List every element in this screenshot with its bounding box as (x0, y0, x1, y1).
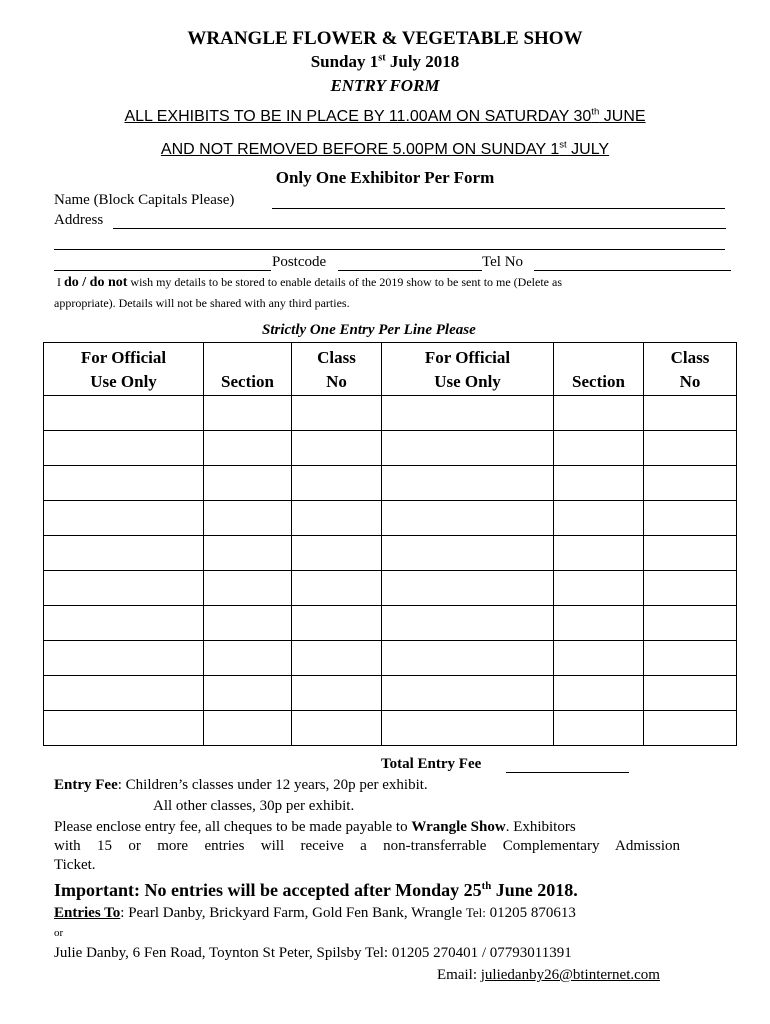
address-input-line-1[interactable] (113, 228, 726, 229)
entry-cell[interactable] (44, 396, 204, 431)
table-row (44, 536, 737, 571)
entry-fee-line-1: Entry Fee: Children’s classes under 12 years, 20p per exhibit. (54, 777, 428, 793)
table-row (44, 396, 737, 431)
table-row (44, 641, 737, 676)
entry-cell[interactable] (204, 466, 292, 501)
entry-cell[interactable] (554, 501, 644, 536)
entries-table (43, 342, 737, 746)
entry-cell[interactable] (292, 396, 382, 431)
entry-cell[interactable] (382, 466, 554, 501)
name-label: Name (Block Capitals Please) (54, 192, 235, 208)
enclose-line-1: Please enclose entry fee, all cheques to be made payable to Wrangle Show. Exhibitors (54, 819, 576, 835)
show-date: Sunday 1st July 2018 (310, 52, 460, 71)
entry-cell[interactable] (44, 641, 204, 676)
entry-cell[interactable] (554, 396, 644, 431)
entry-cell[interactable] (292, 676, 382, 711)
entry-cell[interactable] (204, 606, 292, 641)
total-entry-fee-input-line[interactable] (506, 772, 629, 773)
entry-cell[interactable] (44, 606, 204, 641)
entry-cell[interactable] (554, 711, 644, 746)
julie-contact-line: Julie Danby, 6 Fen Road, Toynton St Peter, Spilsby Tel: 01205 270401 / 07793011391 (54, 945, 572, 961)
form-title: ENTRY FORM (330, 76, 440, 95)
consent-line-1: I do / do not wish my details to be stored to enable details of the 2019 show to be sent to me (Delete as (57, 275, 562, 290)
entry-cell[interactable] (644, 676, 737, 711)
entry-cell[interactable] (382, 676, 554, 711)
entry-cell[interactable] (44, 711, 204, 746)
entry-cell[interactable] (644, 466, 737, 501)
entry-cell[interactable] (292, 571, 382, 606)
entry-cell[interactable] (204, 571, 292, 606)
table-caption: Strictly One Entry Per Line Please (262, 322, 476, 338)
entry-cell[interactable] (204, 711, 292, 746)
email-link[interactable]: juliedanby26@btinternet.com (480, 967, 660, 983)
email-line: Email: juliedanby26@btinternet.com (437, 967, 660, 983)
important-deadline: Important: No entries will be accepted after Monday 25th June 2018. (54, 880, 578, 900)
address-label: Address (54, 212, 104, 228)
entry-cell[interactable] (292, 466, 382, 501)
total-entry-fee-label: Total Entry Fee (381, 756, 482, 772)
entry-cell[interactable] (382, 711, 554, 746)
enclose-line-2: with 15 or more entries will receive a non-transferrable Complementary Admission (54, 838, 680, 854)
entry-cell[interactable] (554, 466, 644, 501)
entry-cell[interactable] (44, 536, 204, 571)
entry-cell[interactable] (292, 641, 382, 676)
entry-cell[interactable] (292, 606, 382, 641)
entry-cell[interactable] (554, 571, 644, 606)
header-section-right: Section (554, 343, 644, 396)
entry-cell[interactable] (382, 396, 554, 431)
entry-cell[interactable] (292, 431, 382, 466)
entry-cell[interactable] (644, 711, 737, 746)
address-input-line-2[interactable] (54, 249, 725, 250)
entry-cell[interactable] (644, 571, 737, 606)
show-title: WRANGLE FLOWER & VEGETABLE SHOW (187, 28, 583, 49)
entry-cell[interactable] (292, 711, 382, 746)
entry-cell[interactable] (382, 501, 554, 536)
entry-fee-line-2: All other classes, 30p per exhibit. (153, 798, 355, 814)
entry-cell[interactable] (382, 431, 554, 466)
consent-choice[interactable]: do / do not (64, 275, 128, 290)
exhibit-removal-notice: AND NOT REMOVED BEFORE 5.00PM ON SUNDAY 1st JULY (160, 139, 610, 158)
entries-to-line: Entries To: Pearl Danby, Brickyard Farm, Gold Fen Bank, Wrangle Tel: 01205 870613 (54, 905, 576, 921)
entry-cell[interactable] (44, 571, 204, 606)
entry-cell[interactable] (44, 676, 204, 711)
entry-cell[interactable] (554, 676, 644, 711)
entry-cell[interactable] (204, 536, 292, 571)
address-input-line-3[interactable] (54, 270, 271, 271)
header-official-use-left: For Official Use Only (44, 343, 204, 396)
entry-cell[interactable] (204, 396, 292, 431)
entry-cell[interactable] (554, 606, 644, 641)
entry-cell[interactable] (292, 536, 382, 571)
entry-cell[interactable] (382, 536, 554, 571)
header-official-use-right: For Official Use Only (382, 343, 554, 396)
entry-cell[interactable] (644, 641, 737, 676)
entry-cell[interactable] (382, 571, 554, 606)
tel-label: Tel No (482, 254, 524, 270)
entry-cell[interactable] (44, 431, 204, 466)
exhibit-setup-notice: ALL EXHIBITS TO BE IN PLACE BY 11.00AM ON SATURDAY 30th JUNE (124, 106, 646, 125)
entry-cell[interactable] (204, 501, 292, 536)
table-row (44, 466, 737, 501)
enclose-line-3: Ticket. (54, 857, 96, 873)
entry-cell[interactable] (204, 641, 292, 676)
entry-cell[interactable] (292, 501, 382, 536)
table-row (44, 431, 737, 466)
entry-cell[interactable] (644, 396, 737, 431)
table-row (44, 606, 737, 641)
one-exhibitor-notice: Only One Exhibitor Per Form (275, 168, 495, 187)
header-class-no-right: Class No (644, 343, 737, 396)
table-row (44, 571, 737, 606)
entry-cell[interactable] (204, 676, 292, 711)
header-class-no-left: Class No (292, 343, 382, 396)
entry-cell[interactable] (44, 466, 204, 501)
entry-cell[interactable] (554, 536, 644, 571)
entry-cell[interactable] (644, 536, 737, 571)
entry-cell[interactable] (204, 431, 292, 466)
entry-cell[interactable] (644, 431, 737, 466)
postcode-label: Postcode (272, 254, 327, 270)
entry-cell[interactable] (382, 606, 554, 641)
entry-cell[interactable] (644, 501, 737, 536)
entry-cell[interactable] (554, 431, 644, 466)
entry-cell[interactable] (382, 641, 554, 676)
tel-input-line[interactable] (534, 270, 731, 271)
table-row (44, 501, 737, 536)
entry-cell[interactable] (554, 641, 644, 676)
entry-cell[interactable] (44, 501, 204, 536)
entry-cell[interactable] (644, 606, 737, 641)
consent-line-2: appropriate). Details will not be shared with any third parties. (54, 296, 350, 310)
or-text: or (54, 927, 64, 939)
postcode-input-line[interactable] (338, 270, 482, 271)
header-section-left: Section (204, 343, 292, 396)
table-row (44, 711, 737, 746)
table-row (44, 676, 737, 711)
name-input-line[interactable] (272, 208, 725, 209)
